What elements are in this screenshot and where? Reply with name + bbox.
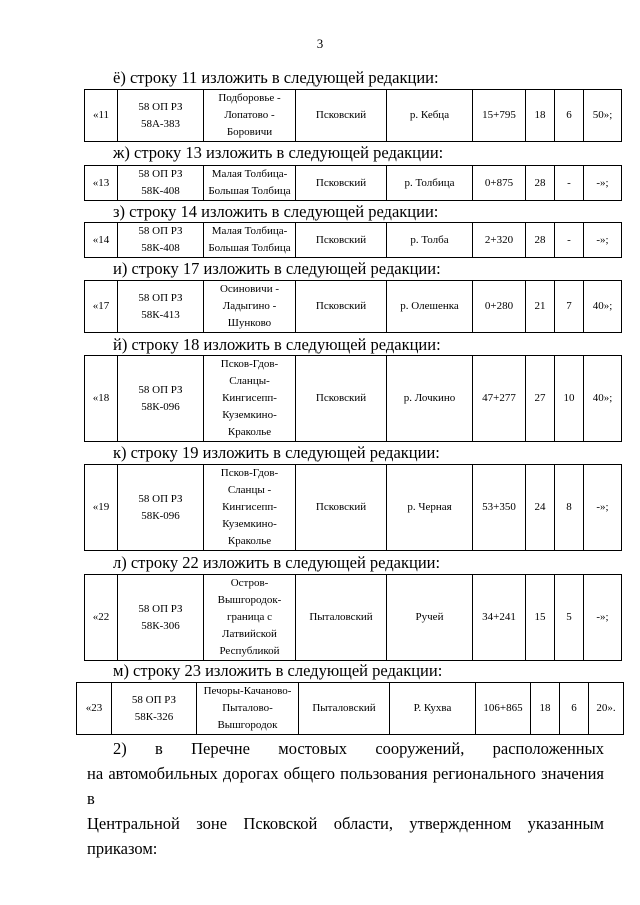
cell-line: Кингисепп- <box>222 392 277 404</box>
cell-line: Куземкино- <box>222 518 277 530</box>
cell-line: р. Черная <box>407 501 452 513</box>
cell-location-km <box>473 90 526 142</box>
page-number: 3 <box>316 36 324 51</box>
cell-line: - <box>567 233 571 246</box>
cell-width <box>560 683 589 735</box>
cell-line: 0+280 <box>484 300 514 312</box>
cell-line: Псковский <box>315 109 367 121</box>
cell-width <box>555 575 584 661</box>
cell-road-name <box>204 465 296 551</box>
cell-crossing <box>390 683 476 735</box>
amendment-instruction: ё) строку 11 изложить в следующей редакции: <box>113 68 439 87</box>
cell-location-km <box>473 166 526 201</box>
cell-last-column <box>584 223 622 258</box>
cell-crossing <box>387 90 473 142</box>
cell-line: 6 <box>566 109 572 121</box>
closing-line-3: Центральной зоне Псковской области, утвержденном указанным <box>87 814 604 833</box>
amendment-instruction: ж) строку 13 изложить в следующей редакции: <box>113 143 444 162</box>
cell-line: Большая Толбица <box>208 242 291 254</box>
cell-last-column <box>584 575 622 661</box>
cell-road-code <box>118 356 204 442</box>
cell-line: Псковский <box>315 501 367 513</box>
bridge-table-row <box>84 280 622 333</box>
cell-line: Подборовье - <box>218 92 281 104</box>
bridge-table-row <box>84 222 622 258</box>
cell-location-km <box>473 575 526 661</box>
cell-road-name <box>204 166 296 201</box>
cell-length <box>531 683 560 735</box>
cell-line: Вышгородок- <box>217 594 282 606</box>
amendment-instruction: и) строку 17 изложить в следующей редакции: <box>113 259 441 278</box>
cell-line: Псковский <box>315 233 367 246</box>
cell-line: Кингисепп- <box>222 501 277 513</box>
amendment-instruction: м) строку 23 изложить в следующей редакции: <box>113 661 443 680</box>
cell-line: Пыталовский <box>312 702 376 714</box>
closing-word: мостовых <box>278 739 348 758</box>
cell-line: Вышгородок <box>217 719 278 731</box>
closing-paragraph <box>87 736 604 861</box>
cell-road-name <box>204 223 296 258</box>
cell-road-code <box>112 683 197 735</box>
cell-last-column <box>584 166 622 201</box>
cell-length <box>526 90 555 142</box>
cell-width <box>555 223 584 258</box>
cell-line: Лопатово - <box>224 109 275 121</box>
cell-location-km <box>473 281 526 333</box>
cell-line: «14 <box>92 233 110 246</box>
cell-width <box>555 166 584 201</box>
cell-line: 58К-413 <box>141 308 180 321</box>
cell-line: р. Кебца <box>409 109 450 121</box>
cell-line: 15+795 <box>482 109 516 121</box>
cell-line: 5 <box>566 611 572 623</box>
cell-road-code <box>118 166 204 201</box>
cell-line: 21 <box>534 300 546 312</box>
cell-line: 58К-408 <box>141 185 180 197</box>
cell-last-column <box>584 465 622 551</box>
cell-line: 58 ОП РЗ <box>138 291 183 304</box>
cell-district <box>296 281 387 333</box>
cell-line: Остров- <box>230 577 269 589</box>
cell-line: 27 <box>534 392 546 404</box>
cell-width <box>555 356 584 442</box>
cell-line: 58 ОП РЗ <box>138 602 183 615</box>
cell-district <box>296 166 387 201</box>
cell-crossing <box>387 281 473 333</box>
cell-line: Республикой <box>219 645 280 657</box>
cell-line: -»; <box>596 176 609 189</box>
cell-road-name <box>204 575 296 661</box>
cell-line: 28 <box>534 233 546 246</box>
cell-row-number <box>85 465 118 551</box>
cell-line: Р. Кухва <box>413 702 452 714</box>
cell-line: Пыталово- <box>222 702 273 714</box>
cell-line: 28 <box>534 176 546 189</box>
cell-line: 24 <box>534 501 546 513</box>
cell-line: 40»; <box>592 392 613 404</box>
closing-line-1 <box>87 736 604 761</box>
closing-word: сооружений, <box>375 739 465 758</box>
cell-line: -»; <box>596 233 609 246</box>
closing-line-4: приказом: <box>87 839 158 858</box>
closing-word: расположенных <box>492 739 604 758</box>
bridge-table-row <box>84 165 622 201</box>
cell-line: 58К-326 <box>134 710 174 723</box>
cell-length <box>526 281 555 333</box>
cell-line: 34+241 <box>482 611 516 623</box>
cell-line: Пыталовский <box>309 611 373 623</box>
cell-line: 2+320 <box>484 233 514 246</box>
cell-last-column <box>584 90 622 142</box>
cell-last-column <box>584 281 622 333</box>
closing-word: 2) <box>113 739 127 758</box>
cell-line: -»; <box>596 501 609 513</box>
cell-crossing <box>387 166 473 201</box>
cell-line: - <box>567 176 571 189</box>
cell-line: -»; <box>596 611 609 623</box>
cell-line: Псков-Гдов- <box>220 467 279 479</box>
cell-line: Псковский <box>315 176 367 189</box>
cell-row-number <box>85 356 118 442</box>
cell-line: 18 <box>534 109 546 121</box>
cell-location-km <box>476 683 531 735</box>
cell-line: 58 ОП РЗ <box>138 383 183 396</box>
cell-line: 58К-096 <box>141 400 180 413</box>
amendment-instruction: к) строку 19 изложить в следующей редакции: <box>113 443 440 462</box>
cell-line: 18 <box>539 702 551 714</box>
cell-line: 47+277 <box>482 392 516 404</box>
cell-district <box>296 465 387 551</box>
cell-row-number <box>85 575 118 661</box>
cell-district <box>299 683 390 735</box>
cell-location-km <box>473 465 526 551</box>
cell-line: «11 <box>92 109 110 121</box>
cell-line: 58 ОП РЗ <box>138 100 183 113</box>
bridge-table-row <box>84 355 622 442</box>
cell-last-column <box>589 683 624 735</box>
cell-line: 58А-383 <box>140 117 181 130</box>
cell-row-number <box>85 166 118 201</box>
cell-line: Псков-Гдов- <box>220 358 279 370</box>
cell-line: р. Олешенка <box>400 300 459 312</box>
cell-location-km <box>473 356 526 442</box>
cell-line: Краколье <box>227 535 272 547</box>
cell-line: 58 ОП РЗ <box>138 492 183 505</box>
cell-crossing <box>387 465 473 551</box>
cell-width <box>555 90 584 142</box>
cell-last-column <box>584 356 622 442</box>
cell-row-number <box>85 90 118 142</box>
cell-line: 40»; <box>592 300 613 312</box>
cell-line: 58К-306 <box>141 619 180 632</box>
cell-line: Большая Толбица <box>208 185 291 197</box>
cell-length <box>526 166 555 201</box>
bridge-table-row <box>76 682 624 735</box>
cell-line: Малая Толбица- <box>211 225 288 237</box>
cell-district <box>296 575 387 661</box>
cell-width <box>555 465 584 551</box>
cell-line: 50»; <box>592 109 613 121</box>
cell-line: Ладыгино - <box>222 300 277 312</box>
amendment-instruction: л) строку 22 изложить в следующей редакции: <box>113 553 441 572</box>
cell-line: 20». <box>596 702 616 714</box>
cell-line: 10 <box>563 392 575 404</box>
cell-line: 106+865 <box>483 702 523 714</box>
cell-line: 58 ОП РЗ <box>138 168 183 180</box>
cell-line: Сланцы - <box>227 484 272 496</box>
cell-road-code <box>118 90 204 142</box>
cell-row-number <box>85 223 118 258</box>
bridge-table-row <box>84 464 622 551</box>
cell-line: 58 ОП РЗ <box>138 225 183 237</box>
cell-crossing <box>387 575 473 661</box>
cell-line: «17 <box>92 300 110 312</box>
cell-line: 58 ОП РЗ <box>131 693 177 706</box>
cell-line: Латвийской <box>222 628 277 640</box>
cell-line: 58К-096 <box>141 509 180 522</box>
cell-line: Шунково <box>227 317 272 329</box>
cell-line: 7 <box>566 300 572 312</box>
closing-word: в <box>155 739 163 758</box>
cell-line: Малая Толбица- <box>211 168 288 180</box>
cell-line: 8 <box>566 501 572 513</box>
cell-length <box>526 356 555 442</box>
cell-road-name <box>204 90 296 142</box>
cell-line: 53+350 <box>482 501 516 513</box>
cell-line: Краколье <box>227 426 272 438</box>
cell-road-name <box>204 281 296 333</box>
cell-line: Куземкино- <box>222 409 277 421</box>
cell-crossing <box>387 356 473 442</box>
cell-line: 58К-408 <box>141 242 180 254</box>
cell-crossing <box>387 223 473 258</box>
cell-line: Осиновичи - <box>219 283 279 295</box>
cell-row-number <box>77 683 112 735</box>
cell-line: «13 <box>92 176 110 189</box>
cell-length <box>526 223 555 258</box>
amendment-instruction: й) строку 18 изложить в следующей редакции: <box>113 335 441 354</box>
cell-line: р. Лочкино <box>403 392 456 404</box>
cell-road-name <box>197 683 299 735</box>
cell-line: 0+875 <box>484 176 514 189</box>
cell-line: 6 <box>571 702 577 714</box>
cell-length <box>526 465 555 551</box>
closing-word: Перечне <box>191 739 250 758</box>
cell-road-code <box>118 223 204 258</box>
cell-width <box>555 281 584 333</box>
cell-line: «22 <box>92 611 110 623</box>
cell-road-code <box>118 575 204 661</box>
cell-length <box>526 575 555 661</box>
bridge-table-row <box>84 574 622 661</box>
cell-line: Боровичи <box>226 126 273 138</box>
bridge-table-row <box>84 89 622 142</box>
cell-line: граница с <box>226 611 273 623</box>
cell-district <box>296 223 387 258</box>
cell-district <box>296 356 387 442</box>
cell-location-km <box>473 223 526 258</box>
cell-line: «23 <box>85 702 103 714</box>
cell-road-code <box>118 281 204 333</box>
cell-line: Печоры-Качаново- <box>203 685 292 697</box>
cell-line: р. Толбица <box>404 176 455 189</box>
cell-line: р. Толба <box>410 233 449 246</box>
cell-line: «19 <box>92 501 110 513</box>
closing-line-2: на автомобильных дорогах общего пользования регионального значения в <box>87 764 604 808</box>
cell-district <box>296 90 387 142</box>
cell-line: «18 <box>92 392 110 404</box>
amendment-instruction: з) строку 14 изложить в следующей редакции: <box>113 202 439 221</box>
cell-row-number <box>85 281 118 333</box>
cell-line: 15 <box>534 611 546 623</box>
cell-line: Псковский <box>315 300 367 312</box>
cell-road-name <box>204 356 296 442</box>
cell-line: Ручей <box>415 611 444 623</box>
cell-line: Сланцы- <box>229 375 270 387</box>
cell-road-code <box>118 465 204 551</box>
cell-line: Псковский <box>315 392 367 404</box>
